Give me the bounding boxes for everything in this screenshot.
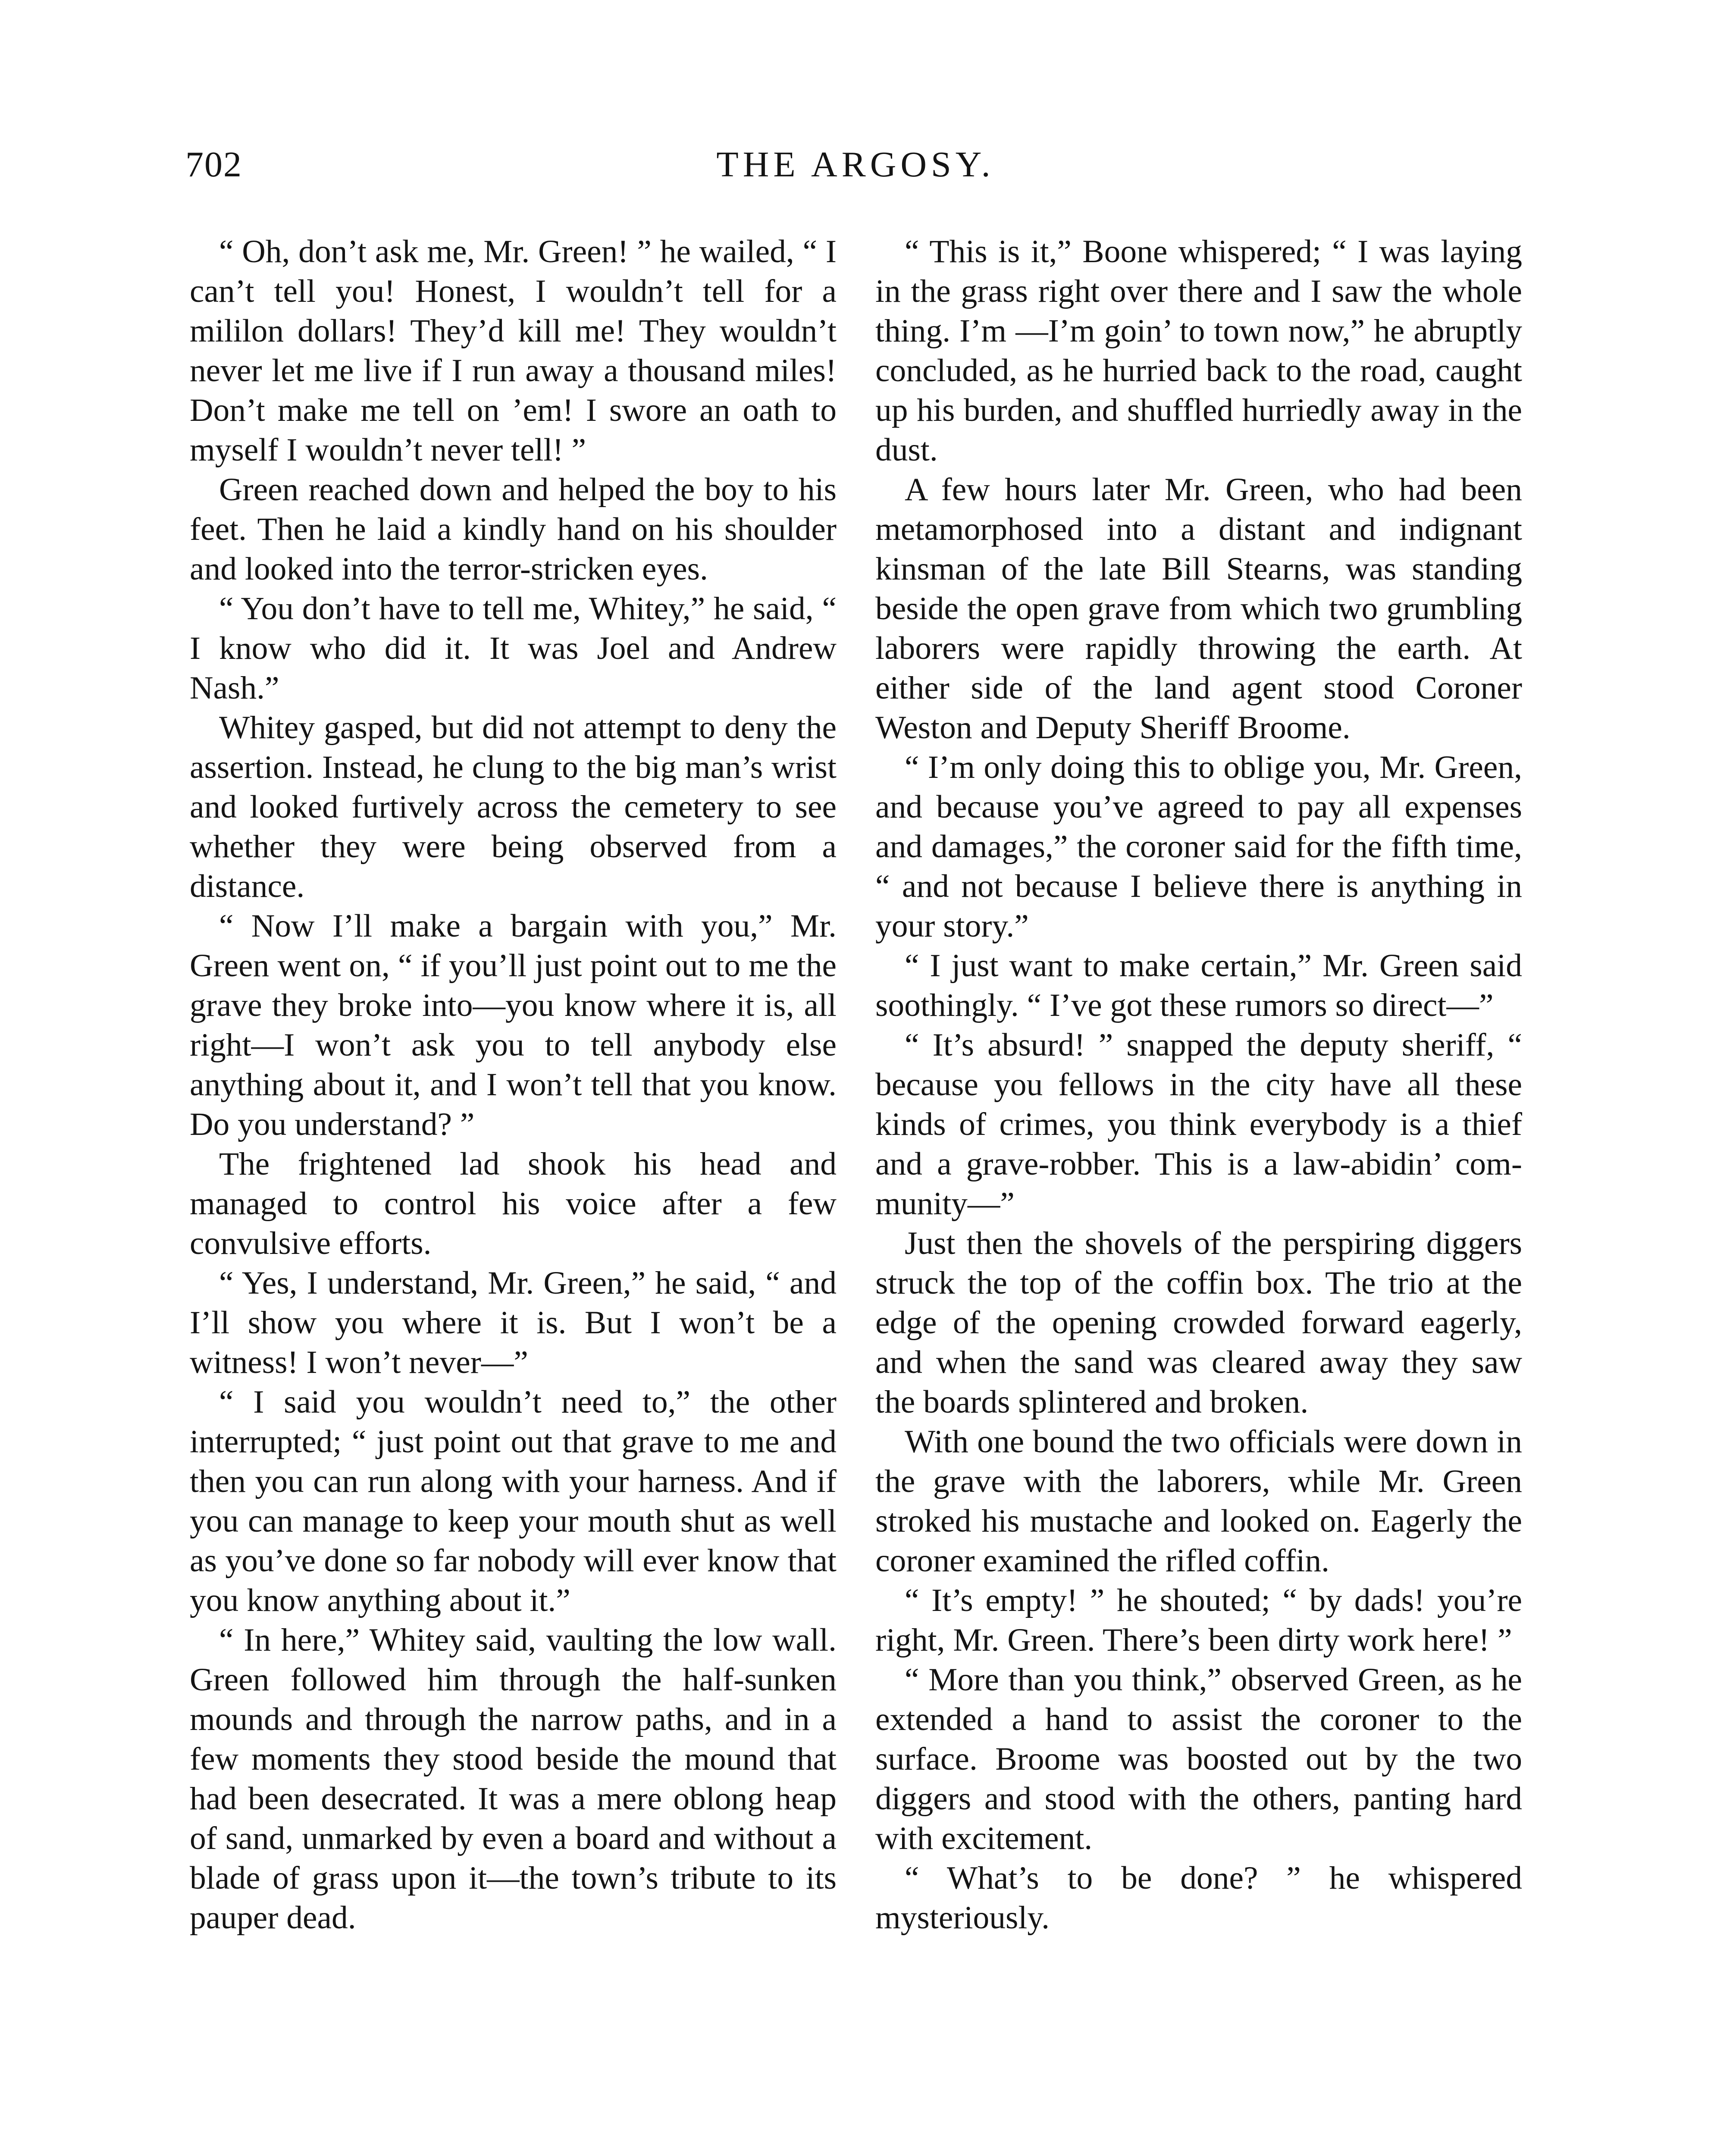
left-column — [190, 232, 837, 1938]
paragraph: “ I’m only doing this to oblige you, Mr. Green, and because you’ve agreed to pay all expenses and damages,” the coroner said for the fifth time, “ and not because I believe there is anything in your story.” — [875, 749, 1522, 944]
running-title: THE ARGOSY. — [716, 144, 995, 185]
paragraph: Green reached down and helped the boy to his feet. Then he laid a kindly hand on his shoulder and looked into the terror-stricken eyes. — [190, 472, 837, 587]
page-number: 702 — [185, 144, 242, 185]
paragraph: Whitey gasped, but did not attempt to deny the assertion. Instead, he clung to the big man’s wrist and looked furtively across the cemetery to see whether they were being observed from a distance. — [190, 710, 837, 904]
paragraph: “ In here,” Whitey said, vaulting the low wall. Green followed him through the half-sunken mounds and through the narrow paths, and in a few moments they stood beside the mound that had been desecrated. It was a mere oblong heap of sand, unmarked by even a board and without a blade of grass upon it—the town’s tribute to its pauper dead. — [190, 1622, 837, 1936]
right-column — [875, 232, 1522, 1938]
paragraph: “ You don’t have to tell me, Whitey,” he said, “ I know who did it. It was Joel and Andrew Nash.” — [190, 591, 837, 706]
paragraph: “ It’s empty! ” he shouted; “ by dads! you’re right, Mr. Green. There’s been dirty work here! ” — [875, 1583, 1522, 1658]
paragraph: Just then the shovels of the perspiring diggers struck the top of the coffin box. The trio at the edge of the opening crowded forward eagerly, and when the sand was cleared away they saw the boards splintered and broken. — [875, 1225, 1522, 1420]
paragraph: “ Yes, I understand, Mr. Green,” he said, “ and I’ll show you where it is. But I won’t be a witness! I won’t never—” — [190, 1265, 837, 1380]
paragraph: “ Now I’ll make a bargain with you,” Mr. Green went on, “ if you’ll just point out to me the grave they broke into—you know where it is, all right—I won’t ask you to tell anybody else anything about it, and I won’t tell that you know. Do you understand? ” — [190, 908, 837, 1142]
paragraph: With one bound the two officials were down in the grave with the laborers, while Mr. Green stroked his mustache and looked on. Eagerly the coroner examined the rifled coffin. — [875, 1424, 1522, 1579]
paragraph: The frightened lad shook his head and managed to control his voice after a few convulsive efforts. — [190, 1146, 837, 1261]
paragraph: “ Oh, don’t ask me, Mr. Green! ” he wailed, “ I can’t tell you! Honest, I wouldn’t tell for a mililon dollars! They’d kill me! They wouldn’t never let me live if I run away a thousand miles! Don’t make me tell on ’em! I swore an oath to myself I wouldn’t never tell! ” — [190, 234, 837, 468]
paragraph: A few hours later Mr. Green, who had been metamorphosed into a distant and indignant kinsman of the late Bill Stearns, was standing beside the open grave from which two grumbling laborers were rapidly throwing the earth. At either side of the land agent stood Coroner Weston and Deputy Sheriff Broome. — [875, 472, 1522, 746]
paragraph: “ I said you wouldn’t need to,” the other interrupted; “ just point out that grave to me and then you can run along with your harness. And if you can manage to keep your mouth shut as well as you’ve done so far nobody will ever know that you know anything about it.” — [190, 1384, 837, 1618]
paragraph: “ This is it,” Boone whispered; “ I was laying in the grass right over there and I saw the whole thing. I’m —I’m goin’ to town now,” he abruptly concluded, as he hurried back to the road, caught up his burden, and shuffled hurriedly away in the dust. — [875, 234, 1522, 468]
paragraph: “ More than you think,” observed Green, as he extended a hand to assist the coroner to the surface. Broome was boosted out by the two diggers and stood with the others, panting hard with excitement. — [875, 1662, 1522, 1856]
paragraph: “ What’s to be done? ” he whispered mysteriously. — [875, 1860, 1522, 1936]
paragraph: “ I just want to make certain,” Mr. Green said soothingly. “ I’ve got these rumors so direct—” — [875, 948, 1522, 1023]
paragraph: “ It’s absurd! ” snapped the deputy sheriff, “ because you fellows in the city have all these kinds of crimes, you think everybody is a thief and a grave-robber. This is a law-abidin’ community—” — [875, 1027, 1522, 1222]
